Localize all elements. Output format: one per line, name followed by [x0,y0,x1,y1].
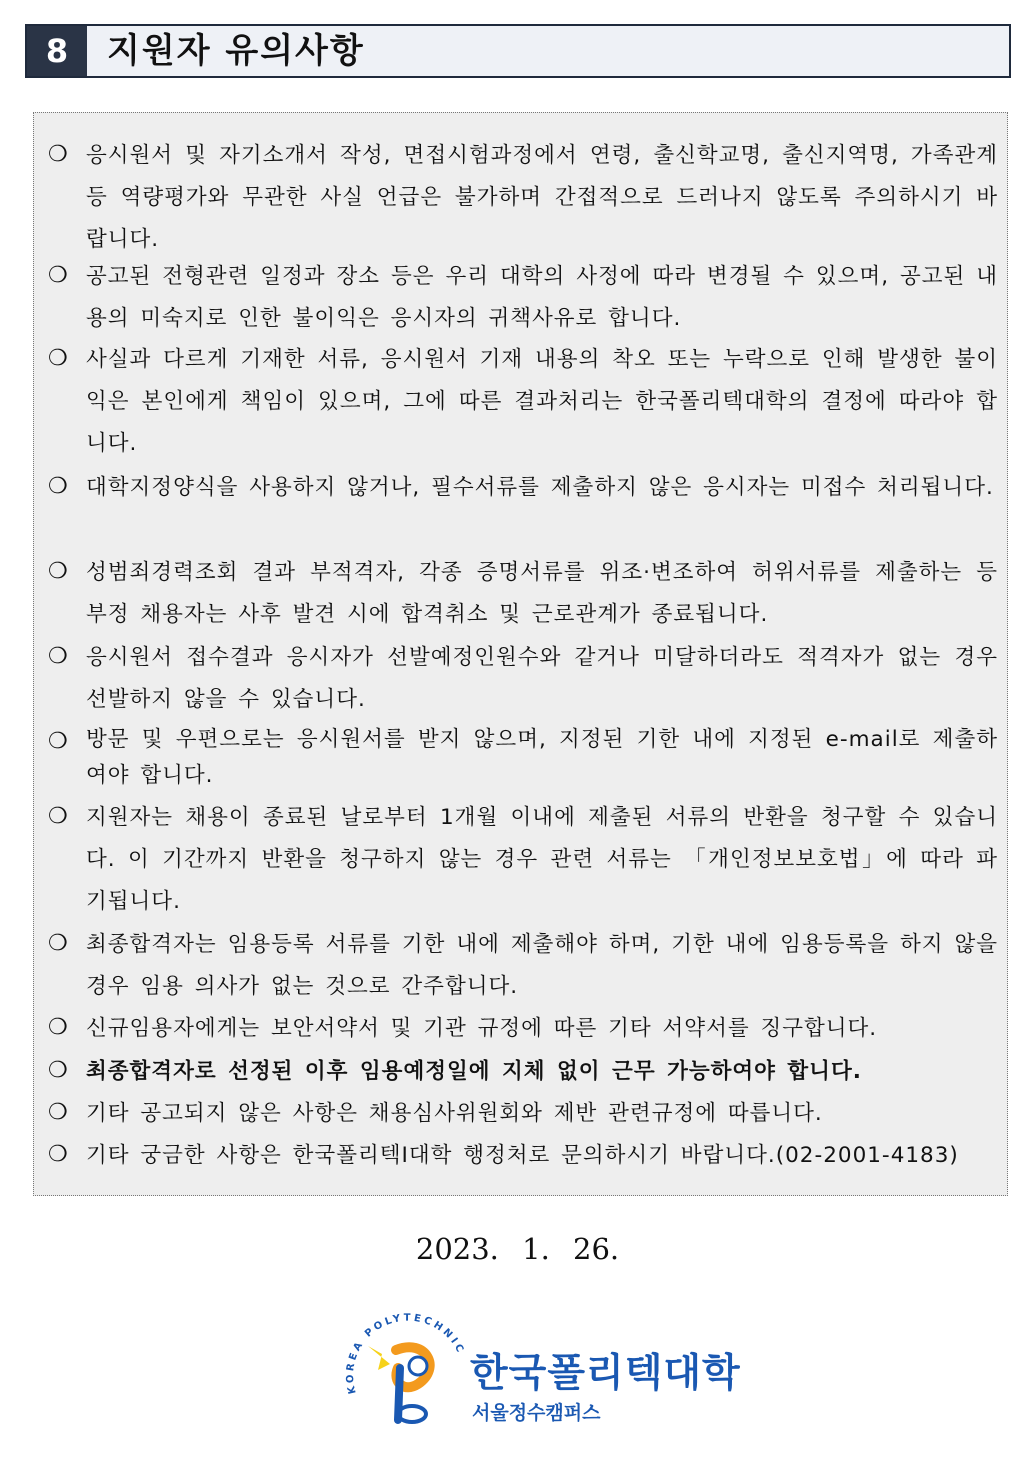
circle-bullet-icon: ❍ [48,142,68,167]
notice-text: 사실과 다르게 기재한 서류, 응시원서 기재 내용의 착오 또는 누락으로 인해 발생한 불이익은 본인에게 책임이 있으며, 그에 따른 결과처리는 한국폴리텍대학의 결정에 따라야 합니다. [86,347,998,456]
university-logo [338,1298,741,1433]
circle-bullet-icon: ❍ [48,1100,68,1125]
circle-bullet-icon: ❍ [48,346,68,371]
notice-text: 공고된 전형관련 일정과 장소 등은 우리 대학의 사정에 따라 변경될 수 있으며, 공고된 내용의 미숙지로 인한 불이익은 응시자의 귀책사유로 합니다. [86,264,998,331]
circle-bullet-icon: ❍ [48,1015,68,1040]
notice-text: 응시원서 및 자기소개서 작성, 면접시험과정에서 연령, 출신학교명, 출신지역명, 가족관계 등 역량평가와 무관한 사실 언급은 불가하며 간접적으로 드러나지 않도록 주의하시기 바랍니다. [86,143,998,252]
notice-text: 최종합격자는 임용등록 서류를 기한 내에 제출해야 하며, 기한 내에 임용등록을 하지 않을 경우 임용 의사가 없는 것으로 간주합니다. [86,932,998,999]
notice-text: 응시원서 접수결과 응시자가 선발예정인원수와 같거나 미달하더라도 적격자가 없는 경우 선발하지 않을 수 있습니다. [86,645,998,712]
notice-text: 기타 궁금한 사항은 한국폴리텍I대학 행정처로 문의하시기 바랍니다.(02-2001-4183) [86,1143,959,1168]
circle-bullet-icon: ❍ [48,931,68,956]
circle-bullet-icon: ❍ [48,1142,68,1167]
logo-ring-text: KOREA POLYTECHNIC [344,1312,467,1395]
circle-bullet-icon: ❍ [48,644,68,669]
circle-bullet-icon: ❍ [48,804,68,829]
notice-text: 최종합격자로 선정된 이후 임용예정일에 지체 없이 근무 가능하여야 합니다. [86,1059,862,1084]
logo-university-name: 한국폴리텍대학 [470,1351,741,1396]
notice-text: 기타 공고되지 않은 사항은 채용심사위원회와 제반 관련규정에 따릅니다. [86,1101,823,1126]
polytechnics-emblem-icon [338,1298,468,1433]
notice-text: 지원자는 채용이 종료된 날로부터 1개월 이내에 제출된 서류의 반환을 청구할 수 있습니다. 이 기간까지 반환을 청구하지 않는 경우 관련 서류는 「개인정보보호법」에 따라 파기됩니다. [86,805,998,914]
circle-bullet-icon: ❍ [48,559,68,584]
section-number: 8 [27,26,87,76]
circle-bullet-icon: ❍ [48,263,68,288]
circle-bullet-icon: ❍ [48,1058,68,1083]
notice-box [33,112,1008,1196]
notice-text: 성범죄경력조회 결과 부적격자, 각종 증명서류를 위조·변조하여 허위서류를 제출하는 등 부정 채용자는 사후 발견 시에 합격취소 및 근로관계가 종료됩니다. [86,560,998,627]
notice-text: 방문 및 우편으로는 응시원서를 받지 않으며, 지정된 기한 내에 지정된 e-mail로 제출하여야 합니다. [86,727,998,788]
notice-text: 신규임용자에게는 보안서약서 및 기관 규정에 따른 기타 서약서를 징구합니다. [86,1016,878,1041]
notice-text: 대학지정양식을 사용하지 않거나, 필수서류를 제출하지 않은 응시자는 미접수 처리됩니다. [86,475,994,500]
section-title: 지원자 유의사항 [107,31,365,71]
section-header [25,24,1011,78]
logo-campus-name: 서울정수캠퍼스 [472,1402,601,1424]
circle-bullet-icon: ❍ [48,474,68,499]
circle-bullet-icon: ❍ [48,729,68,754]
announcement-date: 2023. 1. 26. [415,1232,620,1266]
